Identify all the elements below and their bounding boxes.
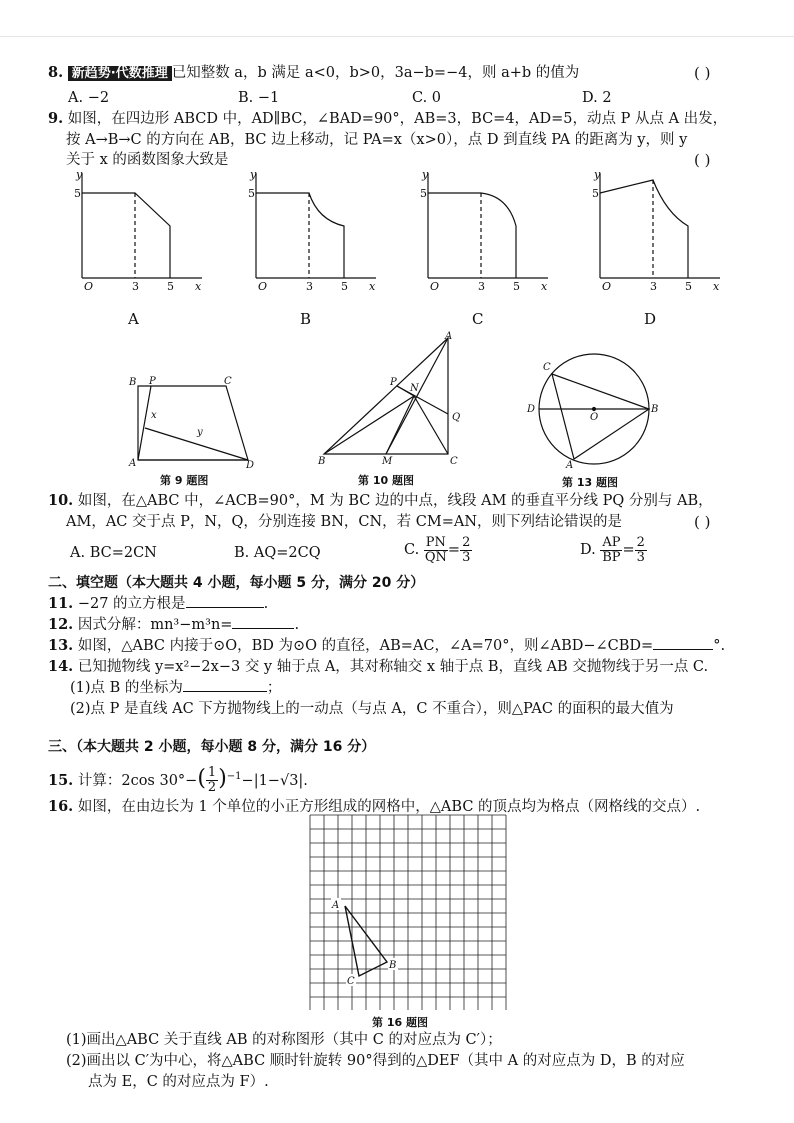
q10-d-fraction [600,536,622,565]
fig9-quadrilateral [124,368,264,468]
q8-option-a: A. −2 [68,90,110,106]
q15-rparen: ) [218,765,227,791]
q15-half-den: 2 [207,780,217,796]
q15-number: 15. [48,771,74,789]
question-12 [48,616,299,634]
fig10-c: C [450,456,458,467]
q13-number: 13. [48,637,74,654]
q9a-origin: O [84,280,94,292]
q8-option-c: C. 0 [412,90,442,106]
q9-line3: 关于 x 的函数图象大致是 [66,152,229,168]
fig16-a: A [332,900,340,911]
q11-end: . [263,596,269,612]
question-8 [48,64,579,83]
q12-text: 因式分解：mn³−m³n= [77,617,233,633]
q10-c-ratio [460,536,472,565]
q9d-y5: 5 [592,187,599,200]
fig13-a: A [566,460,574,468]
q9b-x3: 3 [306,280,313,292]
q9c-x5: 5 [513,280,520,292]
fig10-q: Q [452,412,461,423]
q9c-y5: 5 [420,187,427,200]
q8-option-d: D. 2 [582,90,612,106]
q13-text: 如图，△ABC 内接于⊙O，BD 为⊙O 的直径，AB=AC，∠A=70°，则∠ABD−∠CBD= [77,638,654,654]
fig9-x: x [151,410,157,421]
question-9 [48,110,727,128]
question-10 [48,492,713,510]
fig13-caption: 第 13 题图 [562,476,618,489]
q12-end: . [294,617,300,633]
q9-graph-c-label: C [472,310,484,328]
q8-text: 已知整数 a，b 满足 a<0，b>0，3a−b=−4，则 a+b 的值为 [171,65,580,81]
q16-sub2b: 点为 E，C 的对应点为 F）. [88,1074,269,1090]
q9-graph-b [236,168,386,292]
q16-sub2: (2)画出以 C′为中心，将△ABC 顺时针旋转 90°得到的△DEF（其中 A 的对应点为 D，B 的对应 [66,1053,685,1069]
q14-sub2: (2)点 P 是直线 AC 下方抛物线上的一动点（与点 A，C 不重合），则△PAC 的面积的最大值为 [70,701,674,717]
q10-d-ratio [635,536,647,565]
q9d-xlabel: x [713,280,720,292]
question-15 [48,757,308,801]
q9-graph-d [580,168,730,292]
q9a-x5: 5 [167,280,174,292]
fig9-a: A [129,458,137,468]
q8-tag: 新趋势·代数推理 [68,66,172,81]
q9b-xlabel: x [369,280,376,292]
q10-c-rnum: 2 [462,534,471,550]
fig16-c: C [347,976,355,987]
section-2-title: 二、填空题（本大题共 4 小题，每小题 5 分，满分 20 分） [48,575,425,591]
question-13 [48,637,725,655]
fig13-o: O [590,412,599,423]
q15-exponent: −1 [226,771,242,782]
q9a-ylabel: y [76,168,83,181]
section-3-title: 三、（本大题共 2 小题，每小题 8 分，满分 16 分） [48,739,376,755]
q8-option-b: B. −1 [238,90,280,106]
fig9-d: D [246,460,255,468]
q9c-xlabel: x [541,280,548,292]
fig16-grid [300,812,518,1010]
q10-answer-bracket: ( ) [694,513,711,531]
q9b-x5: 5 [341,280,348,292]
fig9-caption: 第 9 题图 [160,474,209,487]
q9a-x3: 3 [132,280,139,292]
fig10-b: B [318,456,326,467]
q10-option-b: B. AQ=2CQ [234,545,321,561]
q9c-x3: 3 [478,280,485,292]
q9a-y5: 5 [74,187,81,200]
fig9-c: C [224,376,232,387]
fig13-d: D [527,404,536,415]
q9-answer-bracket: ( ) [694,151,711,169]
q14-text: 已知抛物线 y=x²−2x−3 交 y 轴于点 A，其对称轴交 x 轴于点 B，直线 AB 交抛物线于另一点 C. [77,659,709,675]
fig13-c: C [543,362,551,373]
fig13-b: B [651,404,659,415]
q8-answer-bracket: ( ) [694,64,711,82]
q15-lparen: ( [197,765,206,791]
q12-answer-blank[interactable] [232,628,294,629]
q9b-y5: 5 [248,187,255,200]
q9-line2: 按 A→B→C 的方向在 AB，BC 边上移动，记 PA=x（x>0），点 D 到直线 PA 的距离为 y，则 y [66,132,688,148]
q9-graph-c [408,168,558,292]
q10-number: 10. [48,492,74,509]
fig16-caption: 第 16 题图 [372,1016,428,1029]
q9c-ylabel: y [422,168,429,181]
q10-d-rden: 3 [636,549,645,565]
q9d-ylabel: y [594,168,601,181]
fig16-b: B [389,960,397,971]
q10-option-a: A. BC=2CN [70,545,157,561]
q10-c-prefix: C. [404,542,420,558]
q10-c-den: QN [424,549,447,565]
q9c-origin: O [430,280,440,292]
q14-sub1 [70,679,281,697]
q8-number: 8. [48,64,64,81]
q10-line2: AM，AC 交于点 P，N，Q，分别连接 BN，CN，若 CM=AN，则下列结论错误的是 [66,514,623,530]
q15-rest: −|1−√3|. [241,772,308,789]
q9-number: 9. [48,110,64,127]
q10-line1: 如图，在△ABC 中，∠ACB=90°，M 为 BC 边的中点，线段 AM 的垂直平分线 PQ 分别与 AB， [77,493,713,509]
fig9-y: y [197,427,203,438]
q15-half [206,766,218,795]
q14-sub1-text: (1)点 B 的坐标为 [70,680,183,696]
fig10-p: P [390,377,397,388]
q9-graph-a [62,168,212,292]
q10-c-rden: 3 [462,549,471,565]
q9b-origin: O [258,280,268,292]
q10-c-fraction [424,536,448,565]
q13-end: °. [713,638,726,654]
q10-d-prefix: D. [580,542,596,558]
q13-answer-blank[interactable] [653,649,713,650]
q10-option-c [404,532,472,568]
q15-half-num: 1 [207,765,217,781]
fig10-caption: 第 10 题图 [358,474,414,487]
q9-graph-d-label: D [644,310,657,328]
q11-number: 11. [48,595,74,612]
q10-d-eq: = [622,542,635,558]
q9b-ylabel: y [250,168,257,181]
fig9-b: B [129,377,137,388]
fig16-gridlines [310,815,506,1010]
q14-sub1-blank[interactable] [183,691,267,692]
q14-sub1-end: ； [266,680,282,696]
q9d-x3: 3 [650,280,657,292]
q16-number: 16. [48,798,74,815]
q10-option-d [580,532,647,568]
q9d-x5: 5 [685,280,692,292]
question-11 [48,595,268,613]
q9-graph-b-label: B [300,310,312,328]
q11-answer-blank[interactable] [186,607,264,608]
q9d-origin: O [602,280,612,292]
q10-d-num: AP [602,534,621,550]
q10-c-eq: = [447,542,461,558]
fig10-m: M [382,456,393,467]
q10-c-num: PN [425,534,446,550]
fig10-a: A [445,331,453,342]
q10-d-den: BP [602,549,621,565]
q16-sub1: (1)画出△ABC 关于直线 AB 的对称图形（其中 C 的对应点为 C′）； [66,1032,502,1048]
q9-line1: 如图，在四边形 ABCD 中，AD∥BC，∠BAD=90°，AB=3，BC=4，AD=5，动点 P 从点 A 出发， [67,111,728,127]
fig10-n: N [410,383,419,394]
q10-d-rnum: 2 [636,534,645,550]
q14-number: 14. [48,658,74,675]
fig9-p: P [149,376,156,387]
fig13-circle [522,352,672,468]
q16-text: 如图，在由边长为 1 个单位的小正方形组成的网格中，△ABC 的顶点均为格点（网格线的交点）. [77,799,701,815]
q11-text: −27 的立方根是 [77,596,186,612]
fig10-triangle [314,330,474,470]
q15-text: 计算：2cos 30°− [77,772,198,789]
q12-number: 12. [48,616,74,633]
question-14 [48,658,708,676]
top-rule [0,36,794,37]
q9a-xlabel: x [195,280,202,292]
q9-graph-a-label: A [128,310,139,328]
